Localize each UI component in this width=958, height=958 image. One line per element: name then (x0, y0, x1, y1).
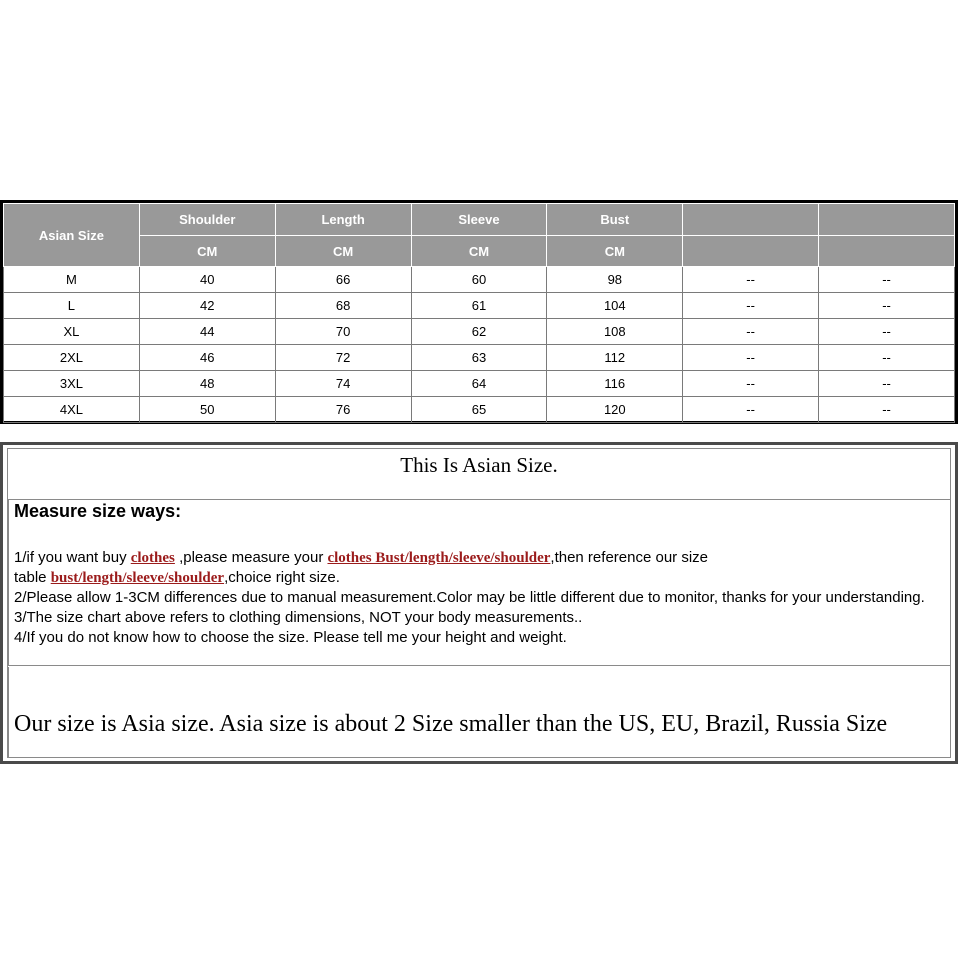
instruction-line-1 (14, 548, 940, 588)
cell-size: XL (4, 319, 140, 345)
instruction-line-3: 3/The size chart above refers to clothing dimensions, NOT your body measurements.. (14, 609, 583, 626)
cell-extra-1: -- (683, 319, 819, 345)
cell-shoulder: 42 (139, 293, 275, 319)
cell-size: L (4, 293, 140, 319)
unit-bust: CM (547, 236, 683, 267)
cell-extra-2: -- (819, 267, 955, 293)
table-row (4, 397, 955, 423)
cell-extra-1: -- (683, 267, 819, 293)
cell-extra-2: -- (819, 397, 955, 423)
line1-text-b: ,please measure your (174, 549, 328, 566)
info-footer (8, 667, 950, 757)
cell-sleeve: 62 (411, 319, 547, 345)
unit-extra-1 (683, 236, 819, 267)
table-unit-row (4, 236, 955, 267)
cell-extra-1: -- (683, 345, 819, 371)
col-header-asian-size: Asian Size (4, 204, 140, 267)
unit-extra-2 (819, 236, 955, 267)
measure-instructions (8, 500, 950, 666)
unit-length: CM (275, 236, 411, 267)
cell-extra-1: -- (683, 293, 819, 319)
cell-extra-2: -- (819, 371, 955, 397)
asia-size-note: Our size is Asia size. Asia size is about 2 Size smaller than the US, EU, Brazil, Russia Size (14, 711, 888, 737)
col-header-extra-1 (683, 204, 819, 236)
instruction-line-2: 2/Please allow 1-3CM differences due to manual measurement.Color may be little different due to monitor, thanks for your understanding. (14, 589, 925, 606)
table-row (4, 267, 955, 293)
instruction-lines (14, 548, 940, 648)
table-row (4, 345, 955, 371)
cell-extra-2: -- (819, 345, 955, 371)
cell-bust: 112 (547, 345, 683, 371)
cell-bust: 98 (547, 267, 683, 293)
cell-length: 72 (275, 345, 411, 371)
clothes-measure-link[interactable]: clothes Bust/length/sleeve/shoulder (327, 550, 551, 566)
cell-bust: 116 (547, 371, 683, 397)
cell-length: 76 (275, 397, 411, 423)
cell-extra-2: -- (819, 293, 955, 319)
size-chart (0, 200, 958, 424)
cell-sleeve: 64 (411, 371, 547, 397)
bust-length-link[interactable]: bust/length/sleeve/shoulder (50, 570, 225, 586)
measure-heading: Measure size ways: (14, 501, 182, 521)
size-info-box (0, 442, 958, 764)
cell-extra-2: -- (819, 319, 955, 345)
col-header-extra-2 (819, 204, 955, 236)
cell-length: 66 (275, 267, 411, 293)
cell-size: 4XL (4, 397, 140, 423)
cell-shoulder: 40 (139, 267, 275, 293)
table-header-row (4, 204, 955, 236)
instruction-line-4: 4/If you do not know how to choose the size. Please tell me your height and weight. (14, 629, 567, 646)
info-inner-frame (7, 448, 951, 758)
info-title: This Is Asian Size. (8, 449, 950, 500)
table-row (4, 293, 955, 319)
cell-length: 68 (275, 293, 411, 319)
cell-extra-1: -- (683, 371, 819, 397)
cell-extra-1: -- (683, 397, 819, 423)
cell-shoulder: 50 (139, 397, 275, 423)
cell-bust: 108 (547, 319, 683, 345)
col-header-length: Length (275, 204, 411, 236)
col-header-shoulder: Shoulder (139, 204, 275, 236)
cell-shoulder: 44 (139, 319, 275, 345)
line1-text-d: table (14, 569, 51, 586)
line1-text-e: ,choice right size. (224, 569, 340, 586)
cell-size: M (4, 267, 140, 293)
unit-sleeve: CM (411, 236, 547, 267)
line1-text-a: 1/if you want buy (14, 549, 131, 566)
size-table (3, 203, 955, 423)
cell-sleeve: 63 (411, 345, 547, 371)
cell-length: 70 (275, 319, 411, 345)
cell-size: 3XL (4, 371, 140, 397)
line1-text-c: ,then reference our size (550, 549, 708, 566)
cell-sleeve: 65 (411, 397, 547, 423)
cell-size: 2XL (4, 345, 140, 371)
cell-bust: 120 (547, 397, 683, 423)
table-row (4, 371, 955, 397)
col-header-bust: Bust (547, 204, 683, 236)
unit-shoulder: CM (139, 236, 275, 267)
cell-length: 74 (275, 371, 411, 397)
col-header-sleeve: Sleeve (411, 204, 547, 236)
table-row (4, 319, 955, 345)
cell-sleeve: 61 (411, 293, 547, 319)
cell-sleeve: 60 (411, 267, 547, 293)
clothes-link[interactable]: clothes (130, 550, 175, 566)
cell-shoulder: 48 (139, 371, 275, 397)
cell-bust: 104 (547, 293, 683, 319)
cell-shoulder: 46 (139, 345, 275, 371)
